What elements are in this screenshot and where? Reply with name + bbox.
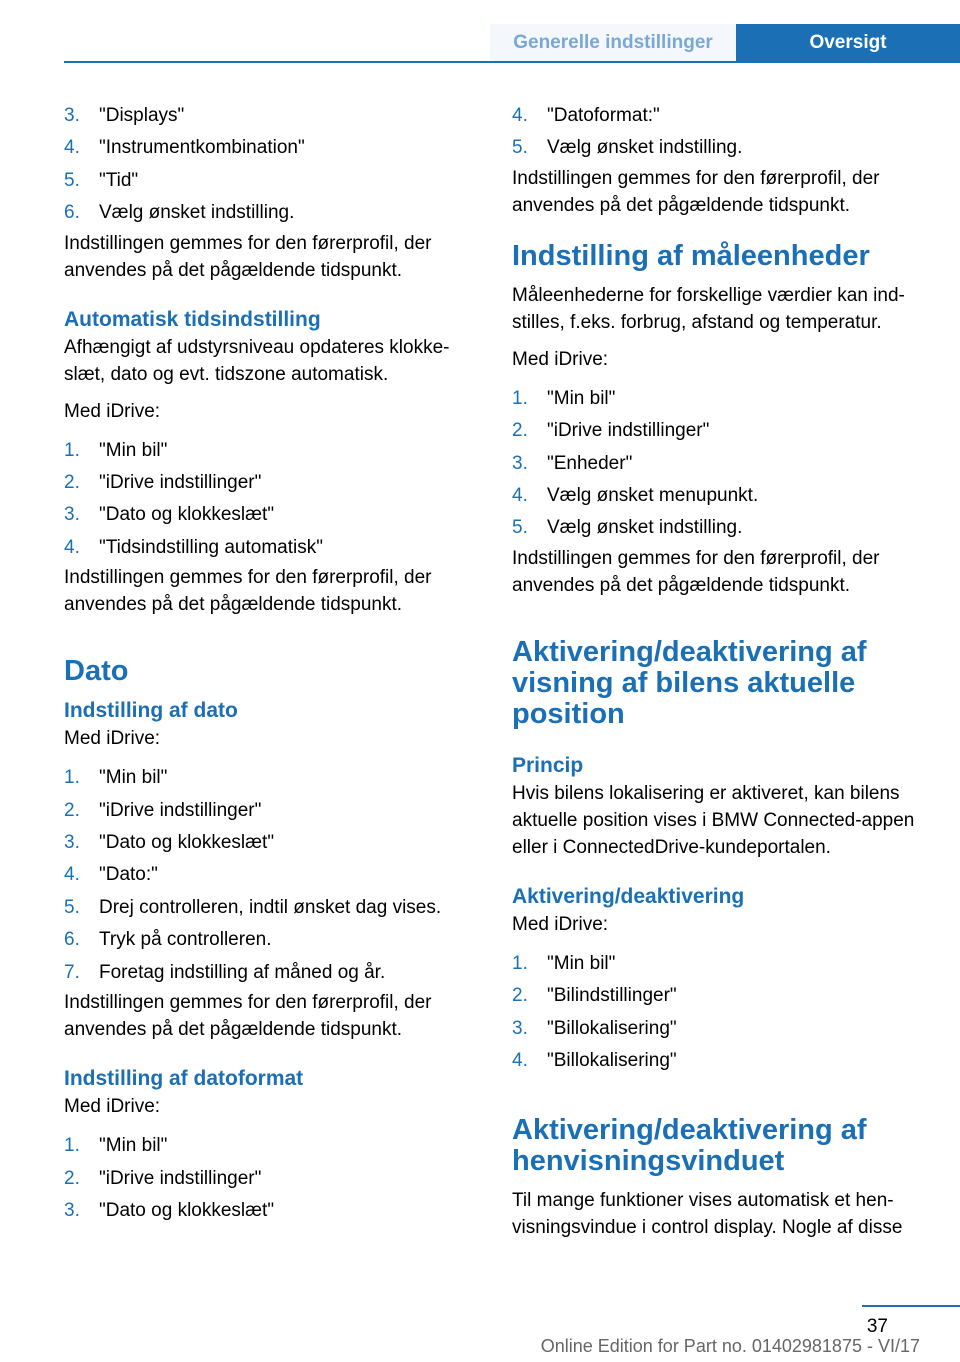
section-heading: Princip <box>512 753 584 777</box>
chapter-heading: Dato <box>64 655 129 688</box>
paragraph: Til mange funktioner vises automatisk et henvisningsvindue i control display. Nogle af disse <box>512 1190 903 1239</box>
chapter-heading: Aktivering/deaktivering af henvisningsvinduet <box>512 1114 867 1178</box>
list-item: 5. Vælg ønsket indstilling. <box>512 137 743 159</box>
left-list-4 <box>64 1130 464 1227</box>
paragraph: Indstillingen gemmes for den førerprofil, der anvendes på det pågældende tidspunkt. <box>512 167 880 216</box>
list-item: 4. "Instrumentkombination" <box>64 137 305 159</box>
list-item: 1. "Min bil" <box>512 952 616 974</box>
list-item: 2. "Bilindstillinger" <box>512 985 677 1007</box>
list-item: 3. "Billokalisering" <box>512 1017 677 1039</box>
idrive-label: Med iDrive: <box>512 913 609 935</box>
paragraph: Hvis bilens lokalisering er aktiveret, kan bilens aktuelle position vises i BMW Connected-appen eller i ConnectedDrive-kundeportalen. <box>512 782 915 858</box>
left-list-2 <box>64 435 464 565</box>
page-number: 37 <box>866 1316 888 1337</box>
idrive-label: Med iDrive: <box>64 400 161 422</box>
header-rule <box>64 61 960 63</box>
section-heading: Automatisk tidsindstilling <box>64 307 321 331</box>
list-item: 2. "iDrive indstillinger" <box>64 472 262 494</box>
chapter-heading: Aktivering/deaktivering af visning af bilens aktuelle position <box>512 635 867 730</box>
list-item: 1. "Min bil" <box>512 387 616 409</box>
list-item: 7. Foretag indstilling af måned og år. <box>64 961 386 983</box>
list-item: 4. "Datoformat:" <box>512 105 660 126</box>
list-item: 6. Vælg ønsket indstilling. <box>64 202 295 224</box>
paragraph: Afhængigt af udstyrsniveau opdateres klokkeslæt, dato og evt. tidszone automatisk. <box>64 336 450 385</box>
list-item: 5. "Tid" <box>64 169 139 191</box>
list-item: 1. "Min bil" <box>64 1135 168 1157</box>
idrive-label: Med iDrive: <box>64 1096 161 1118</box>
idrive-label: Med iDrive: <box>512 348 609 370</box>
right-list-1 <box>512 100 928 165</box>
section-heading: Indstilling af datoformat <box>64 1067 304 1091</box>
right-list-2 <box>512 383 928 545</box>
list-item: 2. "iDrive indstillinger" <box>64 1167 262 1189</box>
paragraph: Indstillingen gemmes for den førerprofil, der anvendes på det pågældende tidspunkt. <box>64 232 432 281</box>
idrive-label: Med iDrive: <box>64 728 161 750</box>
list-item: 4. "Dato:" <box>64 864 158 886</box>
paragraph: Indstillingen gemmes for den førerprofil, der anvendes på det pågældende tidspunkt. <box>512 547 880 596</box>
list-item: 5. Vælg ønsket indstilling. <box>512 517 743 539</box>
list-item: 3. "Dato og klokkeslæt" <box>64 1199 275 1221</box>
section-heading: Indstilling af dato <box>64 699 238 723</box>
list-item: 1. "Min bil" <box>64 439 168 461</box>
list-item: 3. "Dato og klokkeslæt" <box>64 832 275 854</box>
section-tab: Generelle indstillinger <box>490 24 736 61</box>
list-item: 6. Tryk på controlleren. <box>64 929 272 951</box>
list-item: 4. "Billokalisering" <box>512 1050 677 1072</box>
list-item: 5. Drej controlleren, indtil ønsket dag vises. <box>64 896 442 918</box>
left-list-3 <box>64 762 464 989</box>
right-list-3 <box>512 948 928 1078</box>
list-item: 2. "iDrive indstillinger" <box>64 799 262 821</box>
list-item: 3. "Displays" <box>64 105 185 126</box>
paragraph: Indstillingen gemmes for den førerprofil, der anvendes på det pågældende tidspunkt. <box>64 567 432 616</box>
left-column <box>64 100 464 1227</box>
chapter-heading: Indstilling af måleenheder <box>512 239 870 272</box>
list-item: 3. "Dato og klokkeslæt" <box>64 504 275 526</box>
list-item: 1. "Min bil" <box>64 767 168 789</box>
list-item: 4. "Tidsindstilling automatisk" <box>64 536 323 558</box>
footer-edition: Online Edition for Part no. 01402981875 - VI/17 <box>540 1336 920 1356</box>
paragraph: Måleenhederne for forskellige værdier kan indstilles, f.eks. forbrug, afstand og temperatur. <box>512 284 905 333</box>
paragraph: Indstillingen gemmes for den førerprofil, der anvendes på det pågældende tidspunkt. <box>64 992 432 1041</box>
left-list-1 <box>64 100 464 230</box>
right-column <box>512 100 928 1241</box>
section-heading: Aktivering/deaktivering <box>512 884 745 908</box>
list-item: 4. Vælg ønsket menupunkt. <box>512 485 759 507</box>
list-item: 2. "iDrive indstillinger" <box>512 420 710 442</box>
list-item: 3. "Enheder" <box>512 452 633 474</box>
active-tab: Oversigt <box>736 24 960 61</box>
footer-rule <box>862 1305 960 1307</box>
